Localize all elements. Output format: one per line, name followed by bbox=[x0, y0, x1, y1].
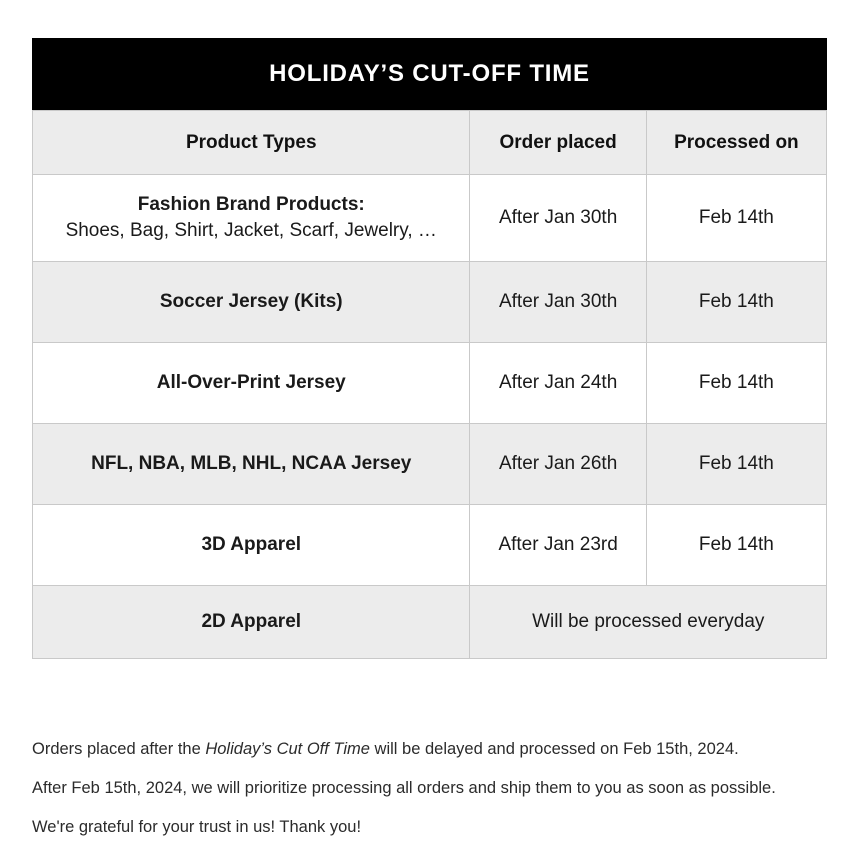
note-line-1 bbox=[32, 730, 852, 769]
cell-product-type: Soccer Jersey (Kits) bbox=[33, 262, 470, 343]
cell-order-placed: After Jan 23rd bbox=[470, 505, 646, 586]
table-row-2d-apparel bbox=[33, 586, 827, 659]
cell-processed-on: Feb 14th bbox=[646, 262, 826, 343]
table-row-fashion-brand bbox=[33, 175, 827, 262]
cell-processed-everyday: Will be processed everyday bbox=[470, 586, 827, 659]
table-row-all-over-print bbox=[33, 343, 827, 424]
table-row-soccer-jersey bbox=[33, 262, 827, 343]
col-header-order-placed: Order placed bbox=[470, 111, 646, 175]
table-title-bar bbox=[32, 38, 827, 110]
cell-order-placed: After Jan 30th bbox=[470, 175, 646, 262]
table-row-sports-jersey bbox=[33, 424, 827, 505]
note-line-2: After Feb 15th, 2024, we will prioritize processing all orders and ship them to you as soon as possible. bbox=[32, 779, 776, 797]
cell-order-placed: After Jan 26th bbox=[470, 424, 646, 505]
cell-product-type: All-Over-Print Jersey bbox=[33, 343, 470, 424]
product-type-subtitle: Shoes, Bag, Shirt, Jacket, Scarf, Jewelry, … bbox=[65, 220, 437, 241]
product-type-title: Fashion Brand Products: bbox=[137, 194, 365, 215]
cell-order-placed: After Jan 30th bbox=[470, 262, 646, 343]
table-row-3d-apparel bbox=[33, 505, 827, 586]
note-line-1-prefix: Orders placed after the bbox=[32, 740, 206, 758]
cutoff-table bbox=[32, 110, 827, 659]
note-line-3: We're grateful for your trust in us! Thank you! bbox=[32, 818, 362, 836]
cell-product-type: 3D Apparel bbox=[33, 505, 470, 586]
footer-notes bbox=[32, 730, 852, 847]
note-line-1-italic: Holiday’s Cut Off Time bbox=[205, 740, 370, 758]
cell-processed-on: Feb 14th bbox=[646, 505, 826, 586]
cell-processed-on: Feb 14th bbox=[646, 424, 826, 505]
col-header-processed-on: Processed on bbox=[646, 111, 826, 175]
cell-product-type bbox=[33, 175, 470, 262]
page-title: HOLIDAY’S CUT-OFF TIME bbox=[269, 60, 590, 87]
cell-order-placed: After Jan 24th bbox=[470, 343, 646, 424]
cell-processed-on: Feb 14th bbox=[646, 343, 826, 424]
note-line-1-suffix: will be delayed and processed on Feb 15th, 2024. bbox=[369, 740, 739, 758]
cutoff-table-section bbox=[32, 38, 827, 659]
cell-product-type: 2D Apparel bbox=[33, 586, 470, 659]
col-header-product-types: Product Types bbox=[33, 111, 470, 175]
cell-processed-on: Feb 14th bbox=[646, 175, 826, 262]
cell-product-type: NFL, NBA, MLB, NHL, NCAA Jersey bbox=[33, 424, 470, 505]
table-header-row bbox=[33, 111, 827, 175]
